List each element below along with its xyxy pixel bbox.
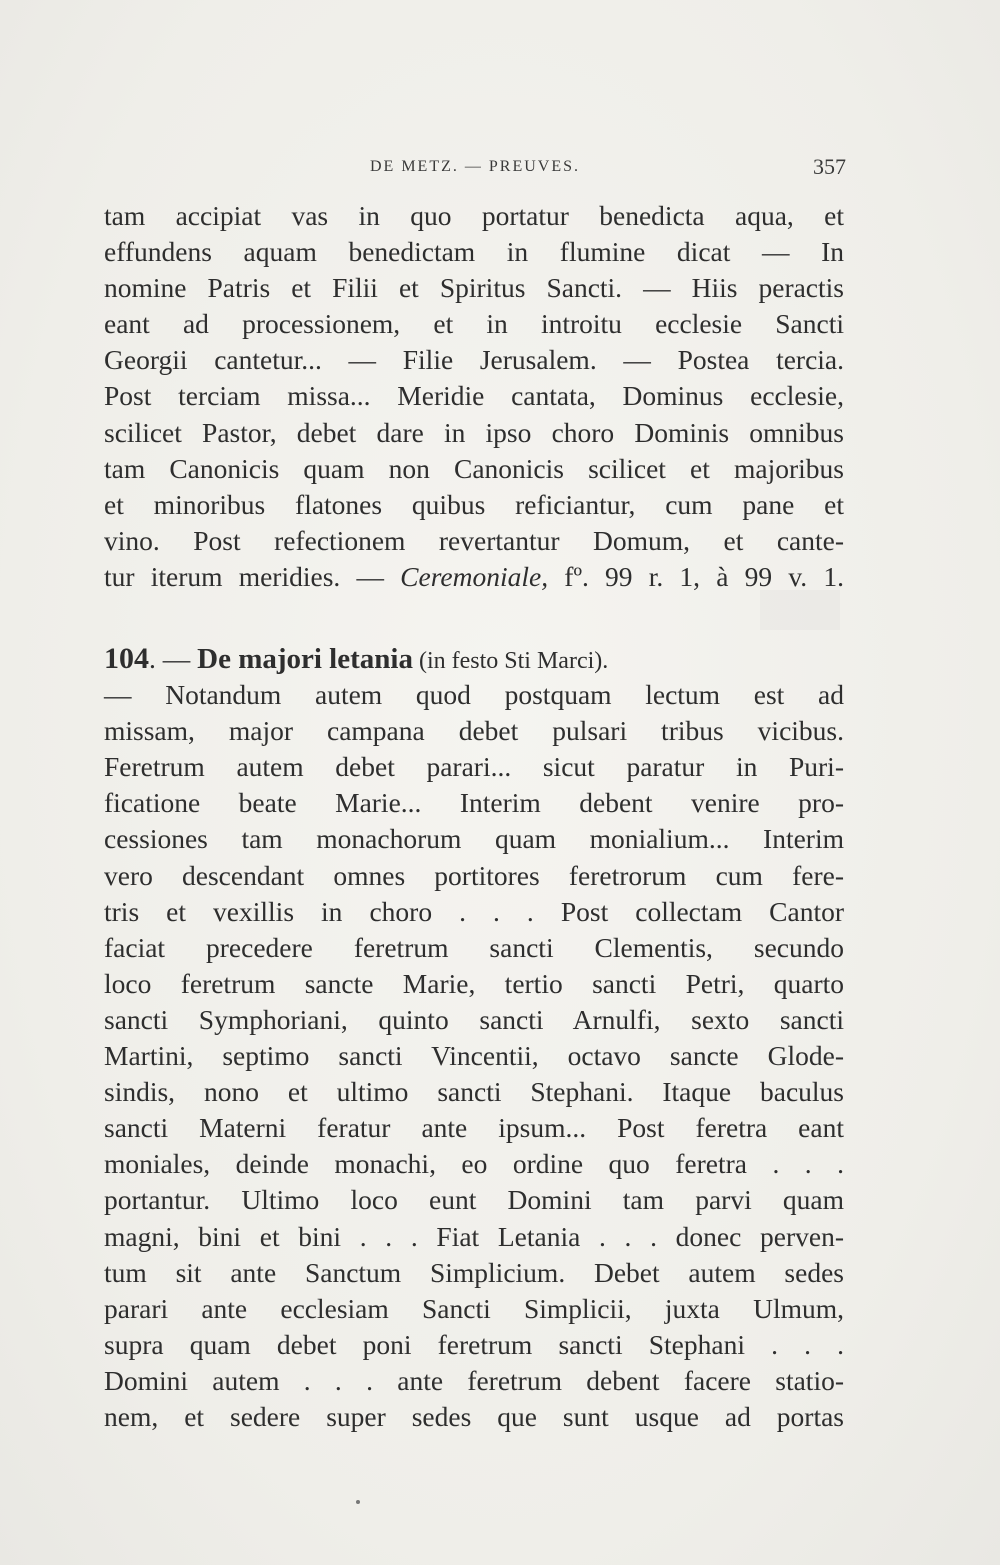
text-line: sancti Symphoriani, quinto sancti Arnulfi, sexto sancti [104,1003,844,1035]
paper-speck [356,1500,360,1504]
text-line: loco feretrum sancte Marie, tertio sancti Petri, quarto [104,967,844,999]
text-line: Georgii cantetur... — Filie Jerusalem. — Postea tercia. [104,344,844,376]
text-line: magni, bini et bini . . . Fiat Letania . . . donec perven- [104,1220,844,1252]
text-line: — Notandum autem quod postquam lectum est ad [104,679,844,711]
section-number: 104 [104,642,149,675]
page-number: 357 [813,154,846,179]
text-line: vero descendant omnes portitores feretrorum cum fere- [104,859,844,891]
text-line: supra quam debet poni feretrum sancti Stephani . . . [104,1328,844,1360]
text-line: vino. Post refectionem revertantur Domum, et cante- [104,524,844,556]
text-line: et minoribus flatones quibus reficiantur, cum pane et [104,488,844,520]
text-line-citation [104,559,844,595]
section-subtitle: (in festo Sti Marci). [412,648,609,674]
text-line: nomine Patris et Filii et Spiritus Sancti. — Hiis peractis [104,272,844,304]
text-line: tris et vexillis in choro . . . Post collectam Cantor [104,895,844,927]
text-line: sancti Materni feratur ante ipsum... Post feretra eant [104,1112,844,1144]
text-line: Domini autem . . . ante feretrum debent facere statio- [104,1364,844,1396]
section-title: De majori letania [197,643,413,675]
text-line: sindis, nono et ultimo sancti Stephani. Itaque baculus [104,1076,844,1108]
section-104 [104,641,844,1435]
paragraph-continued [104,198,844,595]
text-line: scilicet Pastor, debet dare in ipso choro Dominis omnibus [104,416,844,448]
text-line: Feretrum autem debet parari... sicut paratur in Puri- [104,751,844,783]
text-line: tam Canonicis quam non Canonicis scilicet et majoribus [104,452,844,484]
running-head [104,154,846,188]
text-line: moniales, deinde monachi, eo ordine quo feretra . . . [104,1148,844,1180]
text-line: Martini, septimo sancti Vincentii, octavo sancte Glode- [104,1040,844,1072]
text-line: portantur. Ultimo loco eunt Domini tam parvi quam [104,1184,844,1216]
citation-ref: fº. 99 r. 1, à 99 v. 1. [548,560,844,592]
text-line: cessiones tam monachorum quam monialium... Interim [104,823,844,855]
text-line: effundens aquam benedictam in flumine dicat — In [104,236,844,268]
citation-title: Ceremoniale, [400,560,549,592]
text-line: Post terciam missa... Meridie cantata, Dominus ecclesie, [104,380,844,412]
text-line: tum sit ante Sanctum Simplicium. Debet autem sedes [104,1256,844,1288]
text-line: nem, et sedere super sedes que sunt usque ad portas [104,1400,844,1432]
section-dash: . — [149,643,198,674]
text-line: tam accipiat vas in quo portatur benedicta aqua, et [104,200,844,231]
text-line: missam, major campana debet pulsari tribus vicibus. [104,715,844,747]
running-title: DE METZ. — PREUVES. [370,158,580,175]
section-heading [104,641,844,677]
text-line: eant ad processionem, et in introitu ecclesie Sancti [104,308,844,340]
text-line: ficatione beate Marie... Interim debent venire pro- [104,787,844,819]
text-line: parari ante ecclesiam Sancti Simplicii, juxta Ulmum, [104,1292,844,1324]
text-line: faciat precedere feretrum sancti Clementis, secundo [104,931,844,963]
citation-lead: tur iterum meridies. — [104,560,401,592]
bleed-through-shadow [760,590,840,630]
